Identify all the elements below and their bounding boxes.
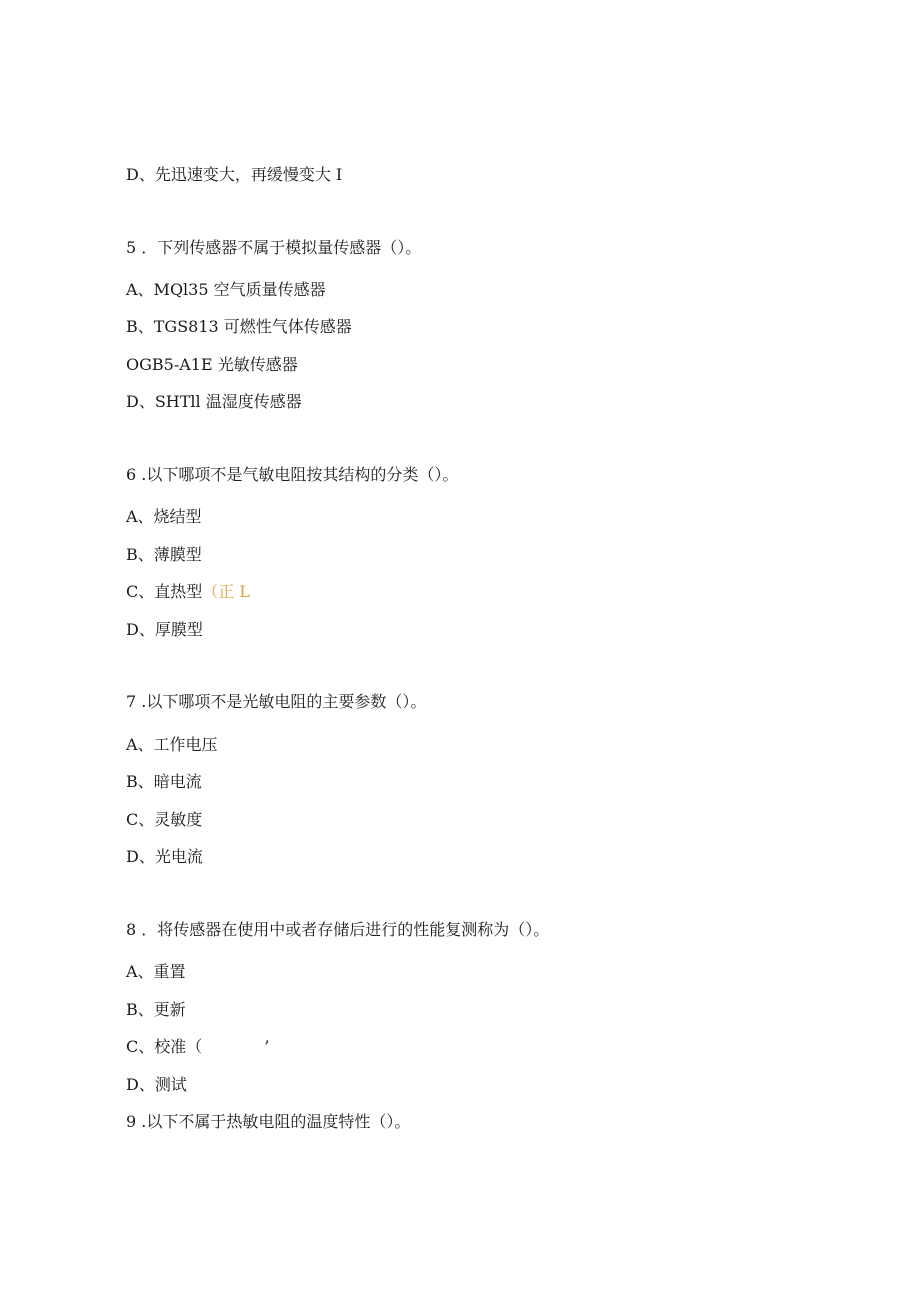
q8-option-c-mark: ’ bbox=[264, 1037, 270, 1056]
q7-option-a: A、工作电压 bbox=[126, 735, 218, 754]
q8-question: 8 ．将传感器在使用中或者存储后进行的性能复测称为（）。 bbox=[126, 920, 550, 939]
q8-option-d: D、测试 bbox=[126, 1075, 187, 1094]
q6-option-b: B、薄膜型 bbox=[126, 545, 202, 564]
q6-option-c-mark: （正 L bbox=[202, 582, 250, 601]
q5-option-b: B、TGS813 可燃性气体传感器 bbox=[126, 317, 352, 336]
q5-option-c: OGB5-A1E 光敏传感器 bbox=[126, 355, 298, 374]
q7-option-c: C、灵敏度 bbox=[126, 810, 203, 829]
q6-option-d: D、厚膜型 bbox=[126, 620, 203, 639]
q7-option-d: D、光电流 bbox=[126, 847, 203, 866]
q4-option-d: D、先迅速变大，再缓慢变大 I bbox=[126, 165, 343, 184]
q5-option-a: A、MQl35 空气质量传感器 bbox=[126, 280, 326, 299]
q8-option-a: A、重置 bbox=[126, 962, 186, 981]
q5-option-d: D、SHTll 温湿度传感器 bbox=[126, 392, 302, 411]
q7-question: 7 .以下哪项不是光敏电阻的主要参数（）。 bbox=[126, 692, 427, 711]
q9-question: 9 .以下不属于热敏电阻的温度特性（）。 bbox=[126, 1112, 411, 1131]
q6-option-c bbox=[126, 582, 250, 602]
q6-option-a: A、烧结型 bbox=[126, 507, 202, 526]
q8-option-c-label: C、校准（ bbox=[126, 1037, 203, 1056]
q6-question: 6 .以下哪项不是气敏电阻按其结构的分类（）。 bbox=[126, 465, 459, 484]
q5-question: 5 ．下列传感器不属于模拟量传感器（）。 bbox=[126, 238, 422, 257]
q8-option-b: B、更新 bbox=[126, 1000, 186, 1019]
q8-option-c bbox=[126, 1037, 269, 1057]
q6-option-c-label: C、直热型 bbox=[126, 582, 203, 601]
q7-option-b: B、暗电流 bbox=[126, 772, 202, 791]
